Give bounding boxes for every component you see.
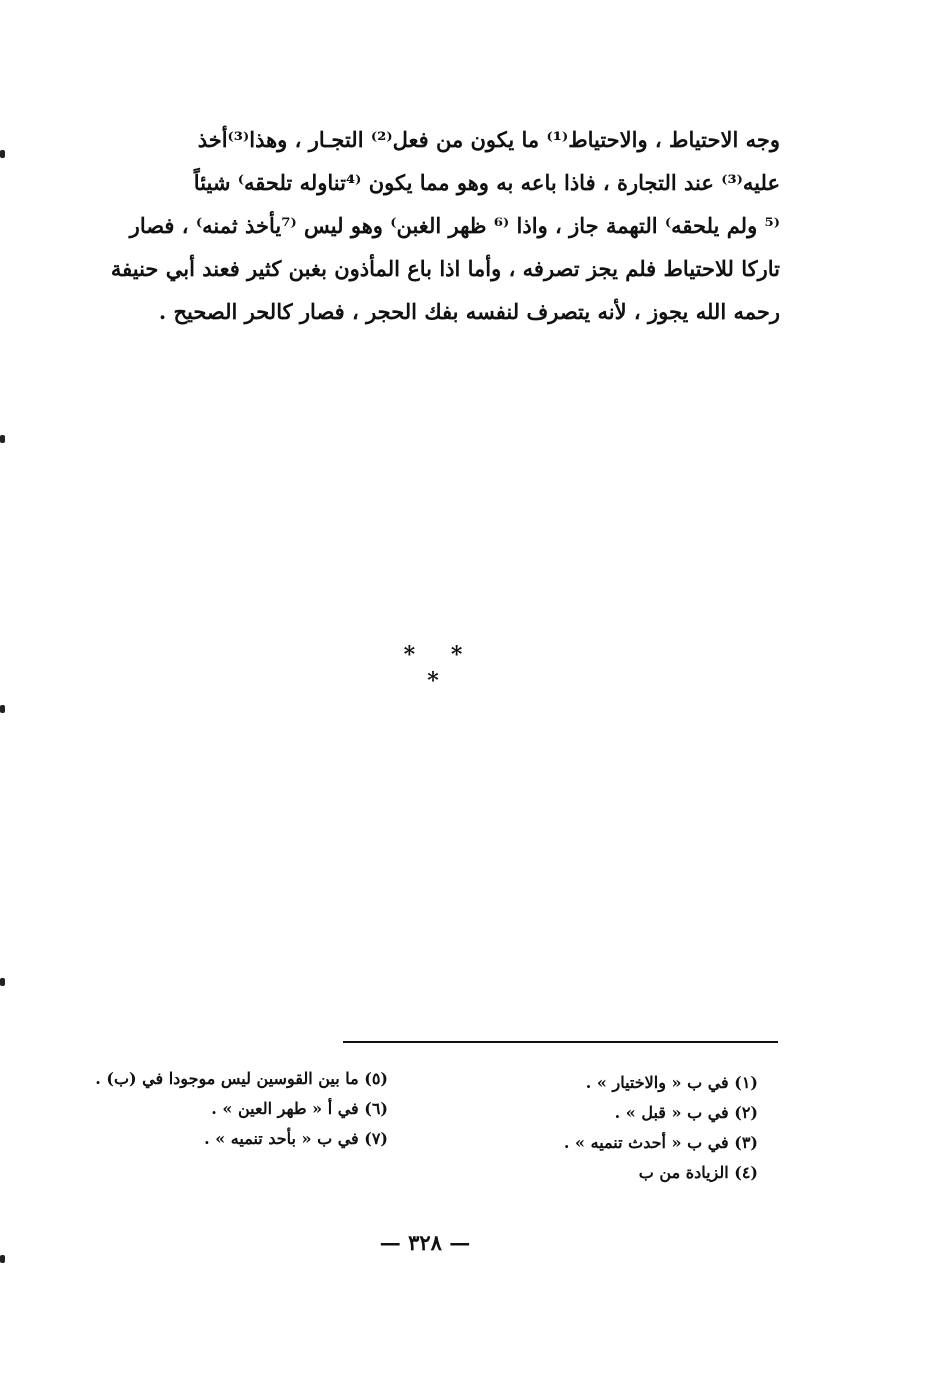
scan-edge-mark [0,978,5,986]
footnote-3: (٣) في ب « أحدث تنميه » . [563,1133,758,1152]
footnote-4: (٤) الزيادة من ب [638,1163,758,1182]
text-line: عليه⁽³⁾ عند التجارة ، فاذا باعه به وهو مما يكون ⁽⁴تناوله تلحقه⁾ شيئاً [193,170,780,195]
scan-edge-mark [0,705,5,713]
page-number: — ٣٢٨ — [379,1230,471,1255]
section-separator: * * * [403,642,477,694]
scan-edge-mark [0,150,5,158]
scan-edge-mark [0,1255,5,1263]
footnote-2: (٢) في ب « قبل » . [614,1103,758,1122]
footnote-5: (٥) ما بين القوسين ليس موجودا في (ب) . [95,1069,388,1088]
footnote-6: (٦) في أ « طهر العين » . [211,1099,388,1118]
footnotes-left-column [88,1064,388,1154]
footnote-divider [343,1041,778,1043]
footnote-1: (١) في ب « والاختيار » . [585,1073,758,1092]
main-text-block [95,118,780,333]
text-line: رحمه الله يجوز ، لأنه يتصرف لنفسه بفك الحجر ، فصار كالحر الصحيح . [158,299,780,324]
text-line: تاركا للاحتياط فلم يجز تصرفه ، وأما اذا باع المأذون بغبن كثير فعند أبي حنيفة [110,256,780,281]
scan-edge-mark [0,435,5,443]
footnote-7: (٧) في ب « بأحد تنميه » . [204,1129,388,1148]
footnotes-right-column [528,1068,758,1188]
text-line: ⁽⁵ ولم يلحقه⁾ التهمة جاز ، واذا ⁽⁶ ظهر الغبن⁾ وهو ليس ⁽⁷يأخذ ثمنه⁾ ، فصار [129,213,780,238]
text-line: وجه الاحتياط ، والاحتياط⁽¹⁾ ما يكون من فعل⁽²⁾ التجـار ، وهذا⁽³⁾أخذ [197,127,780,152]
